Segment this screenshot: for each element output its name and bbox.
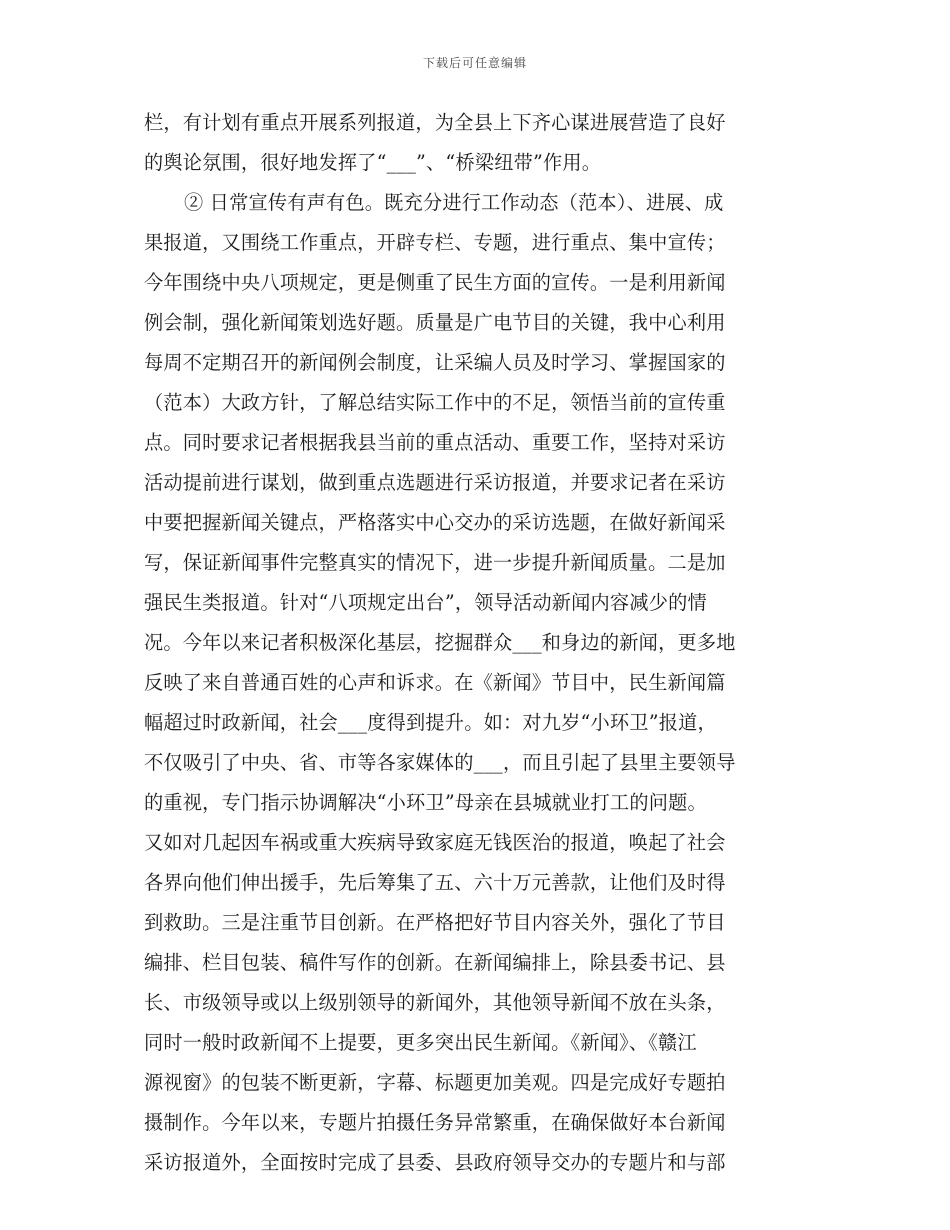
- text-line: 编排、栏目包装、稿件写作的创新。在新闻编排上，除县委书记、县: [144, 951, 726, 974]
- text-line: 的重视，专门指示协调解决“小环卫”母亲在县城就业打工的问题。: [144, 791, 707, 814]
- text-line: 不仅吸引了中央、省、市等各家媒体的___，而且引起了县里主要领导: [144, 751, 736, 774]
- text-line: 各界向他们伸出援手，先后筹集了五、六十万元善款，让他们及时得: [144, 871, 726, 894]
- text-line: 中要把握新闻关键点，严格落实中心交办的采访选题，在做好新闻采: [144, 511, 726, 534]
- text-line: 摄制作。今年以来，专题片拍摄任务异常繁重，在确保做好本台新闻: [144, 1111, 726, 1134]
- text-line: 采访报道外，全面按时完成了县委、县政府领导交办的专题片和与部: [144, 1151, 726, 1174]
- page-header: 下载后可任意编辑: [422, 56, 527, 70]
- text-line: 又如对几起因车祸或重大疾病导致家庭无钱医治的报道，唤起了社会: [144, 831, 726, 854]
- text-line: 果报道，又围绕工作重点，开辟专栏、专题，进行重点、集中宣传；: [144, 231, 726, 254]
- text-line: 栏，有计划有重点开展系列报道，为全县上下齐心谋进展营造了良好: [144, 111, 726, 134]
- text-line: 到救助。三是注重节目创新。在严格把好节目内容关外，强化了节目: [144, 911, 726, 934]
- text-line: （范本）大政方针，了解总结实际工作中的不足，领悟当前的宣传重: [144, 391, 726, 414]
- text-line: 同时一般时政新闻不上提要，更多突出民生新闻。《新闻》、《赣江: [144, 1031, 697, 1054]
- text-line: 况。今年以来记者积极深化基层，挖掘群众___和身边的新闻，更多地: [144, 631, 736, 654]
- text-line: 每周不定期召开的新闻例会制度，让采编人员及时学习、掌握国家的: [144, 351, 726, 374]
- text-line: 活动提前进行谋划，做到重点选题进行采访报道，并要求记者在采访: [144, 471, 726, 494]
- text-line: 例会制，强化新闻策划选好题。质量是广电节目的关键，我中心利用: [144, 311, 726, 334]
- text-line: 的舆论氛围，很好地发挥了“___”、“桥梁纽带”作用。: [144, 151, 602, 174]
- text-line: 幅超过时政新闻，社会___度得到提升。如：对九岁“小环卫”报道，: [144, 711, 717, 734]
- text-line: 长、市级领导或以上级别领导的新闻外，其他领导新闻不放在头条，: [144, 991, 726, 1014]
- document-body: [144, 103, 804, 1183]
- text-line: 点。同时要求记者根据我县当前的重点活动、重要工作，坚持对采访: [144, 431, 726, 454]
- text-line: 源视窗》的包装不断更新，字幕、标题更加美观。四是完成好专题拍: [144, 1071, 726, 1094]
- paragraph-start-line: ② 日常宣传有声有色。既充分进行工作动态（范本）、进展、成: [184, 191, 724, 214]
- text-line: 今年围绕中央八项规定，更是侧重了民生方面的宣传。一是利用新闻: [144, 271, 726, 294]
- text-line: 强民生类报道。针对“八项规定出台”，领导活动新闻内容减少的情: [144, 591, 707, 614]
- text-line: 写，保证新闻事件完整真实的情况下，进一步提升新闻质量。二是加: [144, 551, 726, 574]
- text-line: 反映了来自普通百姓的心声和诉求。在《新闻》节目中，民生新闻篇: [144, 671, 726, 694]
